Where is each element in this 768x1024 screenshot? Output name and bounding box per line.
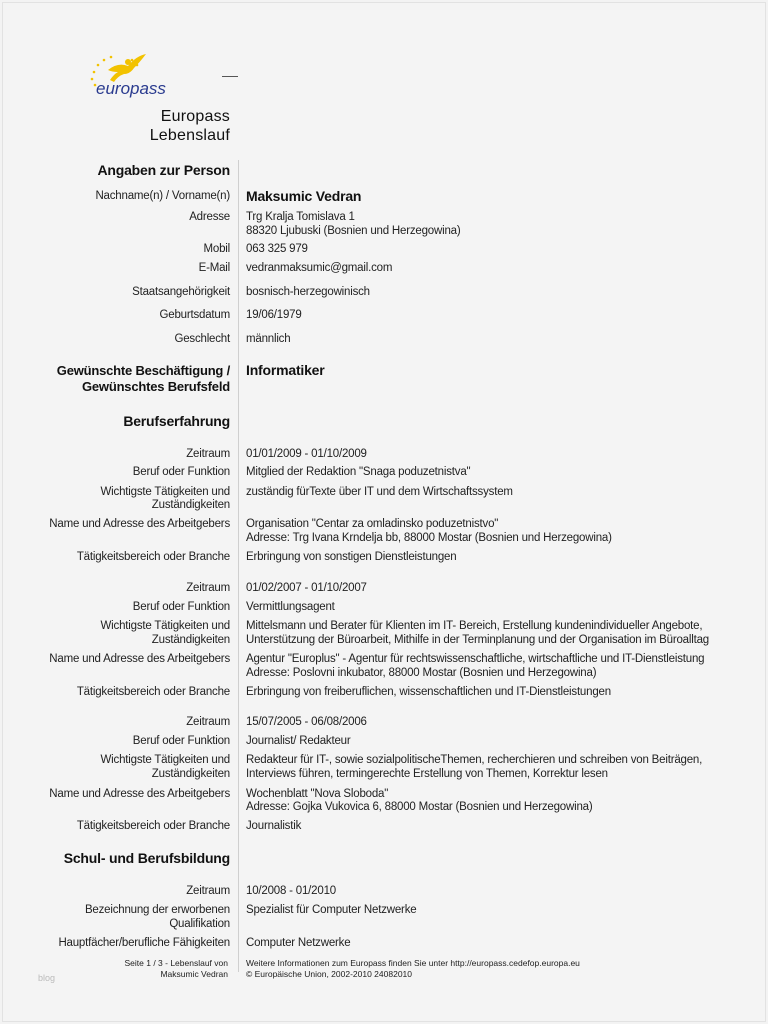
position-value: Journalist/ Redakteur: [246, 735, 351, 747]
subjects-value: Computer Netzwerke: [246, 937, 351, 949]
footer-right-line2: © Europäische Union, 2002-2010 24082010: [246, 969, 412, 979]
address-line1: Trg Kralja Tomislava 1: [246, 211, 355, 223]
position-label: Beruf oder Funktion: [132, 601, 230, 613]
name-label: Nachname(n) / Vorname(n): [95, 190, 230, 202]
europass-figure-icon: [84, 52, 180, 100]
activities-value-line1: Mittelsmann und Berater für Klienten im IT- Bereich, Erstellung kundenindividueller Angebote,: [246, 620, 703, 632]
subjects-label: Hauptfächer/berufliche Fähigkeiten: [58, 937, 230, 949]
employer-value-line1: Wochenblatt "Nova Sloboda": [246, 788, 389, 800]
europass-logo: [84, 52, 180, 100]
employer-label: Name und Adresse des Arbeitgebers: [49, 653, 230, 665]
activities-label-line1: Wichtigste Tätigkeiten und: [100, 754, 230, 766]
mobile-label: Mobil: [203, 243, 230, 255]
edu-period-label: Zeitraum: [186, 885, 230, 897]
header-rule: [222, 76, 238, 77]
sector-value: Erbringung von sonstigen Dienstleistungen: [246, 551, 457, 563]
gender-value: männlich: [246, 333, 291, 345]
activities-value-line2: Unterstützung der Büroarbeit, Mithilfe in der Terminplanung und der Organisation im Büroalltag: [246, 634, 709, 646]
employer-value-line2: Adresse: Trg Ivana Krndelja bb, 88000 Mostar (Bosnien und Herzegowina): [246, 532, 612, 544]
edu-period-value: 10/2008 - 01/2010: [246, 885, 336, 897]
period-label: Zeitraum: [186, 716, 230, 728]
address-label: Adresse: [189, 211, 230, 223]
sector-value: Erbringung von freiberuflichen, wissenschaftlichen und IT-Dienstleistungen: [246, 686, 611, 698]
activities-value-line2: Interviews führen, termingerechte Erstellung von Themen, Korrektur lesen: [246, 768, 608, 780]
doc-title-line1: Europass: [160, 108, 230, 125]
activities-value-line1: zuständig fürTexte über IT und dem Wirtschaftssystem: [246, 486, 513, 498]
position-value: Vermittlungsagent: [246, 601, 335, 613]
qualification-label-line2: Qualifikation: [169, 918, 230, 930]
footer-left-line2: Maksumic Vedran: [160, 969, 228, 979]
position-label: Beruf oder Funktion: [132, 735, 230, 747]
desired-label-line1: Gewünschte Beschäftigung /: [56, 363, 230, 378]
cv-sheet: [2, 2, 766, 1022]
sector-label: Tätigkeitsbereich oder Branche: [76, 551, 230, 563]
period-label: Zeitraum: [186, 582, 230, 594]
activities-label-line2: Zuständigkeiten: [151, 499, 230, 511]
mobile-value: 063 325 979: [246, 243, 308, 255]
qualification-value: Spezialist für Computer Netzwerke: [246, 904, 417, 916]
footer-right-line1[interactable]: Weitere Informationen zum Europass finden Sie unter http://europass.cedefop.europa.eu: [246, 958, 580, 968]
employer-value-line2: Adresse: Poslovni inkubator, 88000 Mostar (Bosnien und Herzegowina): [246, 667, 597, 679]
employer-value-line2: Adresse: Gojka Vukovica 6, 88000 Mostar (Bosnien und Herzegowina): [246, 801, 593, 813]
period-label: Zeitraum: [186, 448, 230, 460]
name-value: Maksumic Vedran: [246, 188, 362, 204]
activities-label-line1: Wichtigste Tätigkeiten und: [100, 486, 230, 498]
gender-label: Geschlecht: [174, 333, 230, 345]
period-value: 01/01/2009 - 01/10/2009: [246, 448, 367, 460]
activities-label-line2: Zuständigkeiten: [151, 768, 230, 780]
nationality-label: Staatsangehörigkeit: [132, 286, 230, 298]
email-value[interactable]: vedranmaksumic@gmail.com: [246, 262, 393, 274]
section-personal: Angaben zur Person: [97, 162, 230, 178]
nationality-value: bosnisch-herzegowinisch: [246, 286, 370, 298]
period-value: 01/02/2007 - 01/10/2007: [246, 582, 367, 594]
employer-label: Name und Adresse des Arbeitgebers: [49, 788, 230, 800]
desired-label-line2: Gewünschtes Berufsfeld: [81, 379, 230, 394]
sector-value: Journalistik: [246, 820, 302, 832]
email-label: E-Mail: [198, 262, 230, 274]
position-label: Beruf oder Funktion: [132, 466, 230, 478]
employer-value-line1: Agentur "Europlus" - Agentur für rechtswissenschaftliche, wirtschaftliche und IT-Dienstleistung: [246, 653, 705, 665]
activities-value-line1: Redakteur für IT-, sowie sozialpolitischeThemen, recherchieren und schreiben von Beiträgen,: [246, 754, 703, 766]
period-value: 15/07/2005 - 06/08/2006: [246, 716, 367, 728]
activities-label-line2: Zuständigkeiten: [151, 634, 230, 646]
activities-label-line1: Wichtigste Tätigkeiten und: [100, 620, 230, 632]
watermark-text: blog: [38, 973, 56, 983]
qualification-label-line1: Bezeichnung der erworbenen: [84, 904, 230, 916]
position-value: Mitglied der Redaktion "Snaga poduzetnistva": [246, 466, 471, 478]
sector-label: Tätigkeitsbereich oder Branche: [76, 820, 230, 832]
birthdate-value: 19/06/1979: [246, 309, 302, 321]
column-divider: [238, 160, 239, 972]
doc-title-line2: Lebenslauf: [149, 127, 230, 144]
sector-label: Tätigkeitsbereich oder Branche: [76, 686, 230, 698]
employer-label: Name und Adresse des Arbeitgebers: [49, 518, 230, 530]
section-education: Schul- und Berufsbildung: [63, 850, 230, 866]
employer-value-line1: Organisation "Centar za omladinsko poduzetnistvo": [246, 518, 499, 530]
section-experience: Berufserfahrung: [123, 413, 230, 429]
birthdate-label: Geburtsdatum: [159, 309, 230, 321]
desired-value: Informatiker: [246, 362, 325, 378]
address-line2: 88320 Ljubuski (Bosnien und Herzegowina): [246, 225, 461, 237]
svg-text:europass: europass: [96, 79, 166, 98]
footer-left-line1: Seite 1 / 3 - Lebenslauf von: [124, 958, 228, 968]
